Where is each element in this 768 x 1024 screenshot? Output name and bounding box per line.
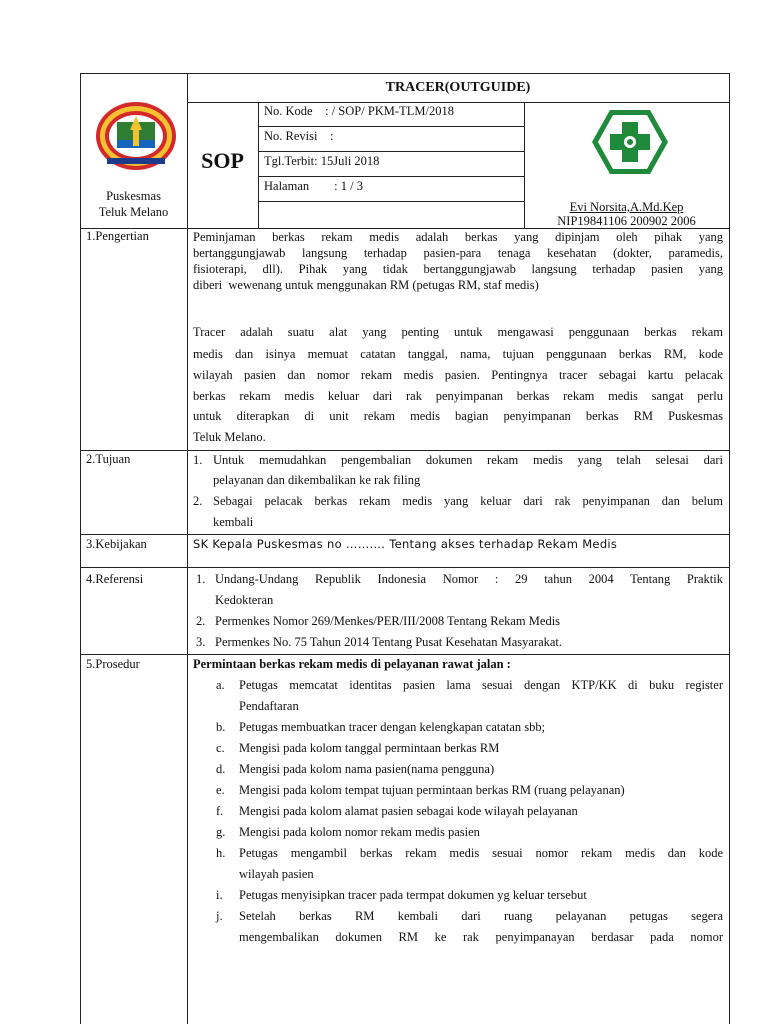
pengertian-p1-line: bertanggungjawab langsung terhadap pasien-para tenaga kesehatan (dokter, paramedis, [193, 246, 723, 260]
org-name-line2: Teluk Melano [98, 205, 169, 219]
referensi-item-line: Permenkes No. 75 Tahun 2014 Tentang Pusat Kesehatan Masyarakat. [215, 635, 563, 649]
issue-date-field: Tgl.Terbit: 15Juli 2018 [264, 154, 380, 168]
document-title: TRACER(OUTGUIDE) [385, 80, 531, 95]
prosedur-item-line: Pendaftaran [239, 699, 299, 713]
pengertian-p2-line: medis dan isinya memuat catatan tanggal, nama, tujuan penggunaan berkas RM, kode [193, 347, 723, 361]
org-name-line1: Puskesmas [106, 189, 161, 203]
prosedur-marker: g. [216, 825, 226, 839]
section-label-pengertian: 1.Pengertian [86, 229, 149, 243]
prosedur-item-line: Mengisi pada kolom nomor rekam medis pasien [239, 825, 480, 839]
prosedur-marker: a. [216, 678, 225, 692]
referensi-item-line: Kedokteran [215, 593, 274, 607]
doc-code-field: No. Kode : / SOP/ PKM-TLM/2018 [264, 104, 454, 118]
referensi-marker: 2. [196, 614, 206, 628]
prosedur-item-line: Mengisi pada kolom nama pasien(nama pengguna) [239, 762, 495, 776]
pengertian-p2-line: untuk diterapkan di unit rekam medis bagian penyimpanan berkas RM Puskesmas [193, 409, 723, 423]
kebijakan-text: SK Kepala Puskesmas no ………. Tentang akses terhadap Rekam Medis [193, 537, 618, 551]
pengertian-p2-line: Teluk Melano. [193, 430, 266, 444]
prosedur-marker: h. [216, 846, 226, 860]
prosedur-item-line: Mengisi pada kolom alamat pasien sebagai kode wilayah pelayanan [239, 804, 578, 818]
prosedur-item-line: Mengisi pada kolom tempat tujuan permintaan berkas RM (ruang pelayanan) [239, 783, 625, 797]
section-label-prosedur: 5.Prosedur [86, 657, 140, 671]
prosedur-marker: d. [216, 762, 226, 776]
puskesmas-cross-logo [590, 108, 670, 176]
tujuan-marker: 2. [193, 494, 203, 508]
section-label-tujuan: 2.Tujuan [86, 452, 131, 466]
section-label-referensi: 4.Referensi [86, 572, 144, 586]
prosedur-item-line: Petugas memcatat identitas pasien lama sesuai dengan KTP/KK di buku register [239, 678, 723, 692]
pengertian-p2-line: berkas rekam medis keluar dari rak penyimpanan berkas rekam medis sangat perlu [193, 389, 723, 403]
tujuan-item-line: Sebagai pelacak berkas rekam medis yang keluar dari rak penyimpanan dan belum [213, 494, 723, 508]
pengertian-p2-line: wilayah pasien dan nomor rekam medis pasien. Pentingnya tracer sebagai kartu pelacak [193, 368, 723, 382]
prosedur-marker: b. [216, 720, 226, 734]
signer-nip: NIP19841106 200902 2006 [557, 214, 696, 228]
pengertian-p1-line: fisioterapi, dll). Pihak yang tidak bertanggungjawab langsung terhadap pasien yang [193, 262, 723, 276]
prosedur-marker: e. [216, 783, 225, 797]
sop-label: SOP [201, 148, 244, 173]
signer-name: Evi Norsita,A.Md.Kep [569, 200, 684, 214]
prosedur-marker: f. [216, 804, 224, 818]
tujuan-item-line: kembali [213, 515, 254, 529]
tujuan-item-line: pelayanan dan dikembalikan ke rak filing [213, 473, 421, 487]
referensi-marker: 1. [196, 572, 206, 586]
referensi-marker: 3. [196, 635, 206, 649]
prosedur-item-line: Mengisi pada kolom tanggal permintaan berkas RM [239, 741, 500, 755]
page-field: Halaman : 1 / 3 [264, 179, 363, 193]
prosedur-heading: Permintaan berkas rekam medis di pelayanan rawat jalan : [193, 657, 511, 671]
referensi-item-line: Undang-Undang Republik Indonesia Nomor : 29 tahun 2004 Tentang Praktik [215, 572, 723, 586]
tujuan-item-line: Untuk memudahkan pengembalian dokumen rekam medis yang telah selesai dari [213, 453, 723, 467]
prosedur-marker: j. [216, 909, 223, 923]
prosedur-item-line: Petugas menyisipkan tracer pada termpat dokumen yg keluar tersebut [239, 888, 587, 902]
prosedur-item-line: wilayah pasien [239, 867, 314, 881]
prosedur-item-line: Petugas mengambil berkas rekam medis sesuai nomor rekam medis dan kode [239, 846, 723, 860]
prosedur-marker: i. [216, 888, 223, 902]
revision-field: No. Revisi : [264, 129, 334, 143]
pengertian-p1-line: Peminjaman berkas rekam medis adalah berkas yang dipinjam oleh pihak yang [193, 230, 723, 244]
pengertian-p2-line: Tracer adalah suatu alat yang penting untuk mengawasi penggunaan berkas rekam [193, 325, 723, 339]
prosedur-marker: c. [216, 741, 225, 755]
referensi-item-line: Permenkes Nomor 269/Menkes/PER/III/2008 Tentang Rekam Medis [215, 614, 561, 628]
prosedur-item-line: Setelah berkas RM kembali dari ruang pelayanan petugas segera [239, 909, 723, 923]
prosedur-item-line: mengembalikan dokumen RM ke rak penyimpanayan berdasar pada nomor [239, 930, 723, 944]
tujuan-marker: 1. [193, 453, 203, 467]
puskesmas-seal-logo [93, 100, 179, 172]
section-label-kebijakan: 3.Kebijakan [86, 537, 147, 551]
pengertian-p1-line: diberi wewenang untuk menggunakan RM (petugas RM, staf medis) [193, 278, 539, 292]
prosedur-item-line: Petugas membuatkan tracer dengan kelengkapan catatan sbb; [239, 720, 546, 734]
